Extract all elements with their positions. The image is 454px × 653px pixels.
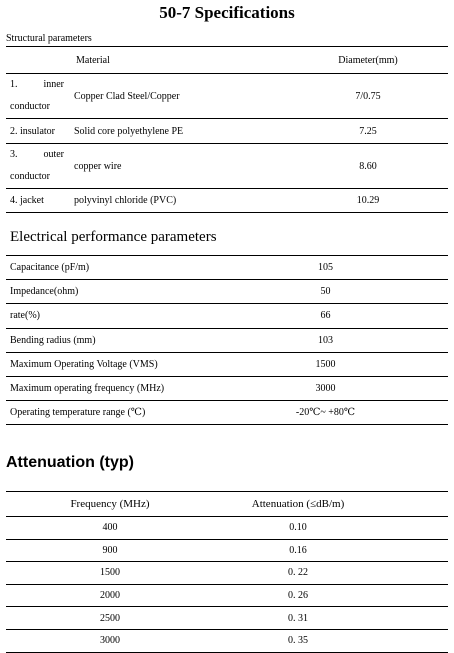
table-row: [6, 607, 448, 630]
attenuation-header-row: [6, 492, 448, 517]
table-row: [6, 119, 448, 144]
part-number: 3.: [10, 149, 18, 160]
table-row: [6, 352, 448, 376]
table-row: [6, 629, 448, 652]
frequency-cell: 1500: [6, 562, 214, 585]
table-row: [6, 328, 448, 352]
table-row: [6, 376, 448, 400]
attenuation-cell: 0.10: [214, 517, 448, 540]
attenuation-title: Attenuation (typ): [6, 454, 134, 471]
electrical-table: [6, 255, 448, 425]
param-label: Operating temperature range (℃): [6, 401, 269, 425]
table-row: [6, 256, 448, 280]
attenuation-cell: 0. 26: [214, 584, 448, 607]
table-row: [6, 280, 448, 304]
material-cell: Copper Clad Steel/Copper: [70, 74, 288, 119]
material-cell: polyvinyl chloride (PVC): [70, 189, 288, 213]
attenuation-cell: 0.16: [214, 539, 448, 562]
frequency-cell: 900: [6, 539, 214, 562]
table-row: [6, 517, 448, 540]
table-row: [6, 189, 448, 213]
frequency-cell: 2500: [6, 607, 214, 630]
attenuation-table: [6, 491, 448, 653]
param-label: Maximum operating frequency (MHz): [6, 376, 269, 400]
param-value: 3000: [269, 376, 448, 400]
table-row: [6, 539, 448, 562]
param-value: 66: [269, 304, 448, 328]
attenuation-cell: 0. 31: [214, 607, 448, 630]
frequency-cell: 2000: [6, 584, 214, 607]
diameter-header: Diameter(mm): [288, 47, 448, 74]
electrical-title: Electrical performance parameters: [10, 229, 217, 245]
table-row: [6, 401, 448, 425]
param-label: Bending radius (mm): [6, 328, 269, 352]
part-word: outer: [43, 149, 64, 160]
table-row: [6, 584, 448, 607]
diameter-cell: 8.60: [288, 144, 448, 189]
structural-table: [6, 46, 448, 213]
part-cell: [6, 144, 70, 189]
material-cell: copper wire: [70, 144, 288, 189]
part-word: inner: [43, 79, 64, 90]
attenuation-header: Attenuation (≤dB/m): [214, 492, 448, 517]
diameter-cell: 10.29: [288, 189, 448, 213]
table-row: [6, 304, 448, 328]
part-cell: 2. insulator: [6, 119, 70, 144]
table-row: [6, 144, 448, 189]
part-cell: [6, 74, 70, 119]
frequency-cell: 400: [6, 517, 214, 540]
diameter-cell: 7/0.75: [288, 74, 448, 119]
diameter-cell: 7.25: [288, 119, 448, 144]
param-value: 103: [269, 328, 448, 352]
param-value: 105: [269, 256, 448, 280]
param-value: 50: [269, 280, 448, 304]
param-label: Capacitance (pF/m): [6, 256, 269, 280]
structural-label: Structural parameters: [6, 33, 92, 44]
param-label: Maximum Operating Voltage (VMS): [6, 352, 269, 376]
frequency-header: Frequency (MHz): [6, 492, 214, 517]
part-line2: conductor: [10, 171, 50, 182]
structural-header-row: [6, 47, 448, 74]
param-label: rate(%): [6, 304, 269, 328]
table-row: [6, 74, 448, 119]
attenuation-cell: 0. 22: [214, 562, 448, 585]
param-value: -20℃~ +80℃: [269, 401, 448, 425]
page-title: 50-7 Specifications: [159, 3, 295, 22]
material-header: Material: [6, 47, 288, 74]
attenuation-cell: 0. 35: [214, 629, 448, 652]
table-row: [6, 562, 448, 585]
part-number: 1.: [10, 79, 18, 90]
frequency-cell: 3000: [6, 629, 214, 652]
part-line2: conductor: [10, 101, 50, 112]
material-cell: Solid core polyethylene PE: [70, 119, 288, 144]
param-label: Impedance(ohm): [6, 280, 269, 304]
param-value: 1500: [269, 352, 448, 376]
part-cell: 4. jacket: [6, 189, 70, 213]
